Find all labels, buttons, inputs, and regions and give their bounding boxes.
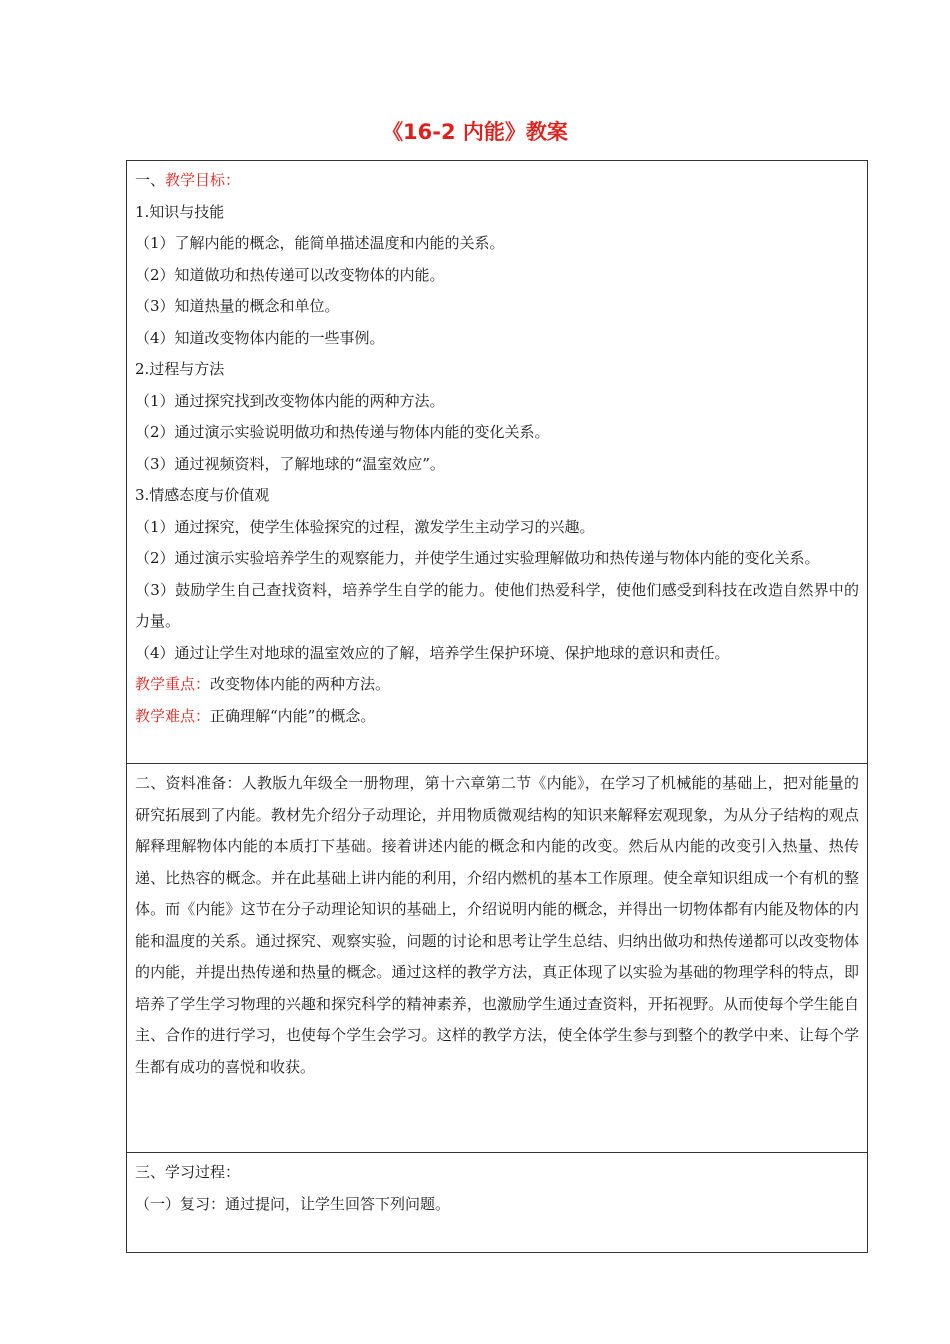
list-item: （1）了解内能的概念，能简单描述温度和内能的关系。 (135, 234, 505, 252)
list-item: （3）通过视频资料，了解地球的“温室效应”。 (135, 454, 445, 473)
subsection-title: 1.知识与技能 (135, 202, 225, 221)
list-item: （2）通过演示实验说明做功和热传递与物体内能的变化关系。 (135, 423, 550, 441)
table-row (127, 764, 868, 1153)
subsection-title: 2.过程与方法 (135, 360, 225, 378)
objectives-heading (135, 165, 859, 197)
list-item: （3）知道热量的概念和单位。 (135, 297, 340, 315)
list-item: （1）通过探究找到改变物体内能的两种方法。 (135, 391, 445, 410)
materials-cell (127, 764, 868, 1153)
list-item: （2）知道做功和热传递可以改变物体的内能。 (135, 265, 445, 284)
key-point-line (135, 669, 859, 701)
learning-process-cell (127, 1153, 868, 1253)
lesson-plan-table (126, 160, 868, 1253)
key-point-label: 教学重点： (135, 675, 211, 693)
heading-prefix: 一、 (135, 171, 166, 189)
list-item: （1）通过探究，使学生体验探究的过程，激发学生主动学习的兴趣。 (135, 517, 595, 536)
key-point-text: 改变物体内能的两种方法。 (210, 675, 391, 693)
learning-process-heading: 三、学习过程： (135, 1163, 241, 1181)
list-item: （4）知道改变物体内能的一些事例。 (135, 328, 385, 347)
table-row (127, 161, 868, 764)
difficulty-text: 正确理解“内能”的概念。 (210, 706, 376, 725)
list-item: （3）鼓励学生自己查找资料，培养学生自学的能力。使他们热爱科学，使他们感受到科技在改造自然界中的力量。 (135, 580, 859, 630)
materials-paragraph: 二、资料准备：人教版九年级全一册物理，第十六章第二节《内能》，在学习了机械能的基础上，把对能量的研究拓展到了内能。教材先介绍分子动理论，并用物质微观结构的知识来解释宏观现象，为从分子结构的观点解释理解物体内能的本质打下基础。接着讲述内能的概念和内能的改变。然后从内能的改变引入热量、热传递、比热容的概念。并在此基础上讲内能的利用，介绍内燃机的基本工作原理。使全章知识组成一个有机的整体。而《内能》这节在分子动理论知识的基础上，介绍说明内能的概念，并得出一切物体都有内能及物体的内能和温度的关系。通过探究、观察实验，问题的讨论和思考让学生总结、归纳出做功和热传递都可以改变物体的内能，并提出热传递和热量的概念。通过这样的教学方法，真正体现了以实验为基础的物理学科的特点，即培养了学生学习物理的兴趣和探究科学的精神素养，也激励学生通过查资料，开拓视野。从而使每个学生能自主、合作的进行学习，也使每个学生会学习。这样的教学方法，使全体学生参与到整个的教学中来、让每个学生都有成功的喜悦和收获。 (135, 774, 859, 1076)
list-item: （4）通过让学生对地球的温室效应的了解，培养学生保护环境、保护地球的意识和责任。 (135, 643, 730, 662)
difficulty-label: 教学难点： (135, 706, 211, 725)
teaching-objectives-cell (127, 161, 868, 764)
difficulty-line (135, 701, 859, 733)
table-row (127, 1153, 868, 1253)
list-item: （2）通过演示实验培养学生的观察能力，并使学生通过实验理解做功和热传递与物体内能的变化关系。 (135, 549, 820, 567)
list-item: （一）复习：通过提问，让学生回答下列问题。 (135, 1194, 451, 1213)
subsection-title: 3.情感态度与价值观 (135, 486, 270, 504)
page-title: 《16-2 内能》教案 (382, 120, 568, 144)
objectives-heading-label: 教学目标： (165, 171, 241, 189)
